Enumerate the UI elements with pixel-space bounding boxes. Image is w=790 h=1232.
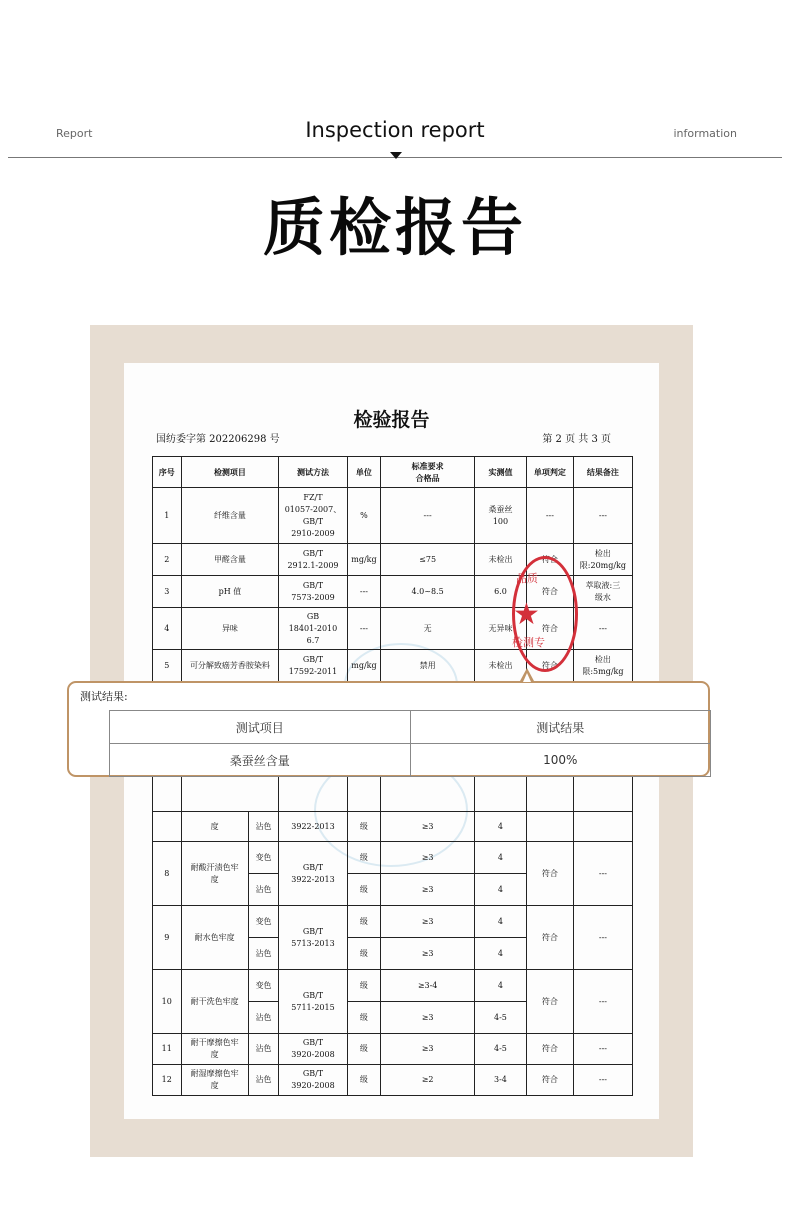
row-note: 检出 限:5mg/kg <box>573 650 632 682</box>
row-note: --- <box>573 842 632 906</box>
result-value: 100% <box>410 744 711 777</box>
row-unit: 级 <box>347 874 381 906</box>
row-method: GB/T 5713-2013 <box>279 906 347 970</box>
row-item: 甲醛含量 <box>181 544 279 576</box>
row-unit: 级 <box>347 1065 381 1096</box>
row-note: --- <box>573 1034 632 1065</box>
row-judgement: 符合 <box>526 906 573 970</box>
page-info: 第 2 页 共 3 页 <box>542 434 611 445</box>
row-judgement: 符合 <box>526 608 573 650</box>
row-requirement: ≥3 <box>381 1002 475 1034</box>
row-subitem: 沾色 <box>248 1034 279 1065</box>
row-measured: 4-5 <box>474 1002 526 1034</box>
row-measured: 4 <box>474 874 526 906</box>
section-title-en: Inspection report <box>305 118 485 142</box>
row-item: 耐酸汗渍色牢 度 <box>181 842 248 906</box>
row7-item: 度 <box>181 812 248 842</box>
row-note: --- <box>573 906 632 970</box>
row-judgement: 符合 <box>526 1065 573 1096</box>
row-requirement: 禁用 <box>381 650 475 682</box>
col-header: 检测项目 <box>181 457 279 488</box>
row-judgement: 符合 <box>526 544 573 576</box>
row-measured: 3-4 <box>474 1065 526 1096</box>
table-row <box>153 488 633 544</box>
row-requirement: 无 <box>381 608 475 650</box>
row-note: --- <box>573 608 632 650</box>
col-header: 标准要求 合格品 <box>381 457 475 488</box>
popup-pointer-inner <box>523 673 531 682</box>
row-requirement: ≥3 <box>381 1034 475 1065</box>
row-unit: % <box>347 488 381 544</box>
table-row <box>153 812 633 842</box>
row7-unit: 级 <box>347 812 381 842</box>
col-header: 序号 <box>153 457 182 488</box>
row-subitem: 沾色 <box>248 1065 279 1096</box>
row-unit: 级 <box>347 1002 381 1034</box>
result-row <box>110 744 711 777</box>
row-requirement: ≥3 <box>381 938 475 970</box>
row-item: 纤维含量 <box>181 488 279 544</box>
row-subitem: 变色 <box>248 970 279 1002</box>
row-judgement: 符合 <box>526 650 573 682</box>
row-unit: 级 <box>347 970 381 1002</box>
row-note: --- <box>573 1065 632 1096</box>
row-requirement: ≥3 <box>381 874 475 906</box>
row-requirement: ≥2 <box>381 1065 475 1096</box>
row-unit: 级 <box>347 906 381 938</box>
row-item: 耐干摩擦色牢 度 <box>181 1034 248 1065</box>
result-header: 测试项目 <box>110 711 411 744</box>
row-item: pH 值 <box>181 576 279 608</box>
popup-label: 测试结果: <box>80 690 128 703</box>
table-row <box>153 1034 633 1065</box>
row-item: 可分解致癌芳香胺染料 <box>181 650 279 682</box>
row-method: GB 18401-2010 6.7 <box>279 608 347 650</box>
stamp-text: 品质 <box>516 572 538 585</box>
row-unit: --- <box>347 608 381 650</box>
col-header: 单项判定 <box>526 457 573 488</box>
row-measured: 4-5 <box>474 1034 526 1065</box>
row-method: GB/T 3922-2013 <box>279 842 347 906</box>
row-unit: 级 <box>347 938 381 970</box>
row-method: GB/T 17592-2011 <box>279 650 347 682</box>
row-measured: 4 <box>474 842 526 874</box>
row7-method: 3922-2013 <box>279 812 347 842</box>
row-item: 耐水色牢度 <box>181 906 248 970</box>
row7-measured: 4 <box>474 812 526 842</box>
test-result-popup <box>67 681 710 777</box>
row-judgement: --- <box>526 488 573 544</box>
row-subitem: 沾色 <box>248 1002 279 1034</box>
star-icon: ★ <box>513 597 540 632</box>
table-row <box>153 906 633 938</box>
row-measured: 4 <box>474 970 526 1002</box>
row-number: 3 <box>153 576 182 608</box>
table-row <box>153 842 633 874</box>
row-number: 4 <box>153 608 182 650</box>
row-method: GB/T 5711-2015 <box>279 970 347 1034</box>
col-header: 实测值 <box>474 457 526 488</box>
row-measured: 桑蚕丝 100 <box>474 488 526 544</box>
row-number: 12 <box>153 1065 182 1096</box>
table-row <box>153 970 633 1002</box>
row-note: --- <box>573 488 632 544</box>
header-left-label: Report <box>56 127 93 140</box>
row-measured: 4 <box>474 938 526 970</box>
row-judgement: 符合 <box>526 576 573 608</box>
row-requirement: ≤75 <box>381 544 475 576</box>
row-measured: 未检出 <box>474 544 526 576</box>
triangle-down-icon <box>390 152 402 159</box>
result-header: 测试结果 <box>410 711 711 744</box>
row-unit: 级 <box>347 1034 381 1065</box>
row-judgement: 符合 <box>526 842 573 906</box>
row-method: GB/T 7573-2009 <box>279 576 347 608</box>
row-requirement: ≥3-4 <box>381 970 475 1002</box>
row-subitem: 沾色 <box>248 874 279 906</box>
row-requirement: --- <box>381 488 475 544</box>
stamp-text: 检测专 <box>512 636 545 649</box>
row-number: 10 <box>153 970 182 1034</box>
report-title: 检验报告 <box>353 409 430 431</box>
col-header: 测试方法 <box>279 457 347 488</box>
row-unit: mg/kg <box>347 650 381 682</box>
row-requirement: ≥3 <box>381 906 475 938</box>
row-number: 11 <box>153 1034 182 1065</box>
row-unit: 级 <box>347 842 381 874</box>
row-method: FZ/T 01057-2007、 GB/T 2910-2009 <box>279 488 347 544</box>
row-note: 检出 限:20mg/kg <box>573 544 632 576</box>
row-number: 2 <box>153 544 182 576</box>
result-table <box>109 710 711 777</box>
row7-sub: 沾色 <box>248 812 279 842</box>
col-header: 结果备注 <box>573 457 632 488</box>
row-requirement: 4.0~8.5 <box>381 576 475 608</box>
row-number: 5 <box>153 650 182 682</box>
table-row <box>153 1065 633 1096</box>
report-number: 国纺委字第 202206298 号 <box>156 434 280 445</box>
row-measured: 4 <box>474 906 526 938</box>
row-method: GB/T 3920-2008 <box>279 1034 347 1065</box>
row7-req: ≥3 <box>381 812 475 842</box>
row-measured: 6.0 <box>474 576 526 608</box>
row-subitem: 沾色 <box>248 938 279 970</box>
header-right-label: information <box>673 127 737 140</box>
row-number: 1 <box>153 488 182 544</box>
main-title: 质检报告 <box>262 191 527 264</box>
row-requirement: ≥3 <box>381 842 475 874</box>
row-method: GB/T 2912.1-2009 <box>279 544 347 576</box>
row-item: 耐湿摩擦色牢 度 <box>181 1065 248 1096</box>
row-unit: --- <box>347 576 381 608</box>
row-method: GB/T 3920-2008 <box>279 1065 347 1096</box>
row-judgement: 符合 <box>526 1034 573 1065</box>
row-measured: 无异味 <box>474 608 526 650</box>
result-header-row <box>110 711 711 744</box>
row-unit: mg/kg <box>347 544 381 576</box>
row-subitem: 变色 <box>248 842 279 874</box>
row-number: 8 <box>153 842 182 906</box>
row-item: 耐干洗色牢度 <box>181 970 248 1034</box>
row-note: 萃取液:三 级水 <box>573 576 632 608</box>
row-measured: 未检出 <box>474 650 526 682</box>
table-header-row <box>153 457 633 488</box>
row-number: 9 <box>153 906 182 970</box>
row-judgement: 符合 <box>526 970 573 1034</box>
row-subitem: 变色 <box>248 906 279 938</box>
col-header: 单位 <box>347 457 381 488</box>
row-item: 异味 <box>181 608 279 650</box>
result-item: 桑蚕丝含量 <box>110 744 411 777</box>
row-note: --- <box>573 970 632 1034</box>
